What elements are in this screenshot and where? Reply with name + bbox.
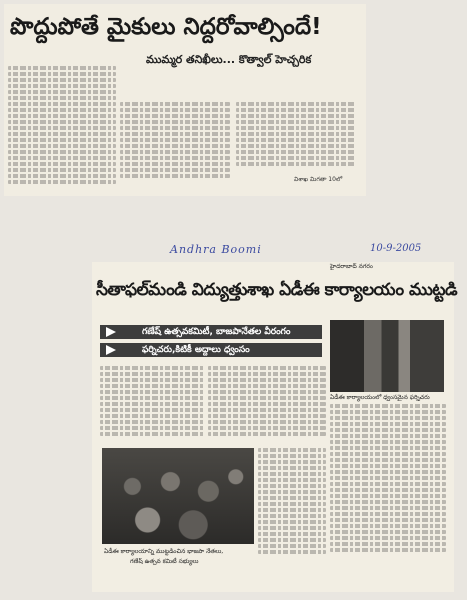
clipping-headline: పొద్దుపోతే మైకులు నిద్దరోవాల్సిందే!	[10, 14, 322, 40]
office-photo	[330, 320, 444, 392]
arrow-icon	[106, 327, 116, 337]
protest-photo	[102, 448, 254, 544]
newspaper-clipping-top	[4, 4, 366, 196]
handwritten-date: 10-9-2005	[370, 243, 422, 254]
clipping-subheadline: ముమ్మర తనిఖీలు... కొత్వాల్ హెచ్చరిక	[146, 53, 312, 66]
section-label: హైదరాబాద్ నగరం	[330, 263, 373, 270]
article-column	[8, 66, 116, 190]
article-column	[120, 102, 230, 184]
photo-caption: గణేష్ ఉత్సవ కమిటీ సభ్యులు	[130, 558, 199, 565]
arrow-icon	[106, 345, 116, 355]
clipping-headline: సీతాఫల్‌మండి విద్యుత్తుశాఖ ఏడీఈ కార్యాలయం ముట్టడి	[96, 280, 458, 300]
photo-caption: ఏడీఈ కార్యాలయంలో ధ్వంసమైన ఫర్నిచరు	[330, 394, 430, 401]
photo-caption: ఏడీఈ కార్యాలయాన్ని ముట్టడించిన భాజపా నేతలు,	[104, 548, 224, 555]
article-column	[330, 404, 446, 580]
deck-line	[100, 343, 322, 357]
article-column	[258, 448, 326, 568]
deck-line	[100, 325, 322, 339]
handwritten-publication: Andhra Boomi	[170, 243, 262, 256]
article-column	[208, 366, 326, 446]
article-column	[100, 366, 204, 444]
deck-text: ఫర్నిచరు,కిటికీ అద్దాలు ధ్వంసం	[142, 345, 250, 355]
article-column	[236, 102, 356, 170]
continuation-byline: విశాఖ మిగతా 10లో	[294, 176, 343, 183]
deck-text: గణేష్ ఉత్సవకమిటీ, బాజపానేతల వీరంగం	[142, 327, 291, 337]
